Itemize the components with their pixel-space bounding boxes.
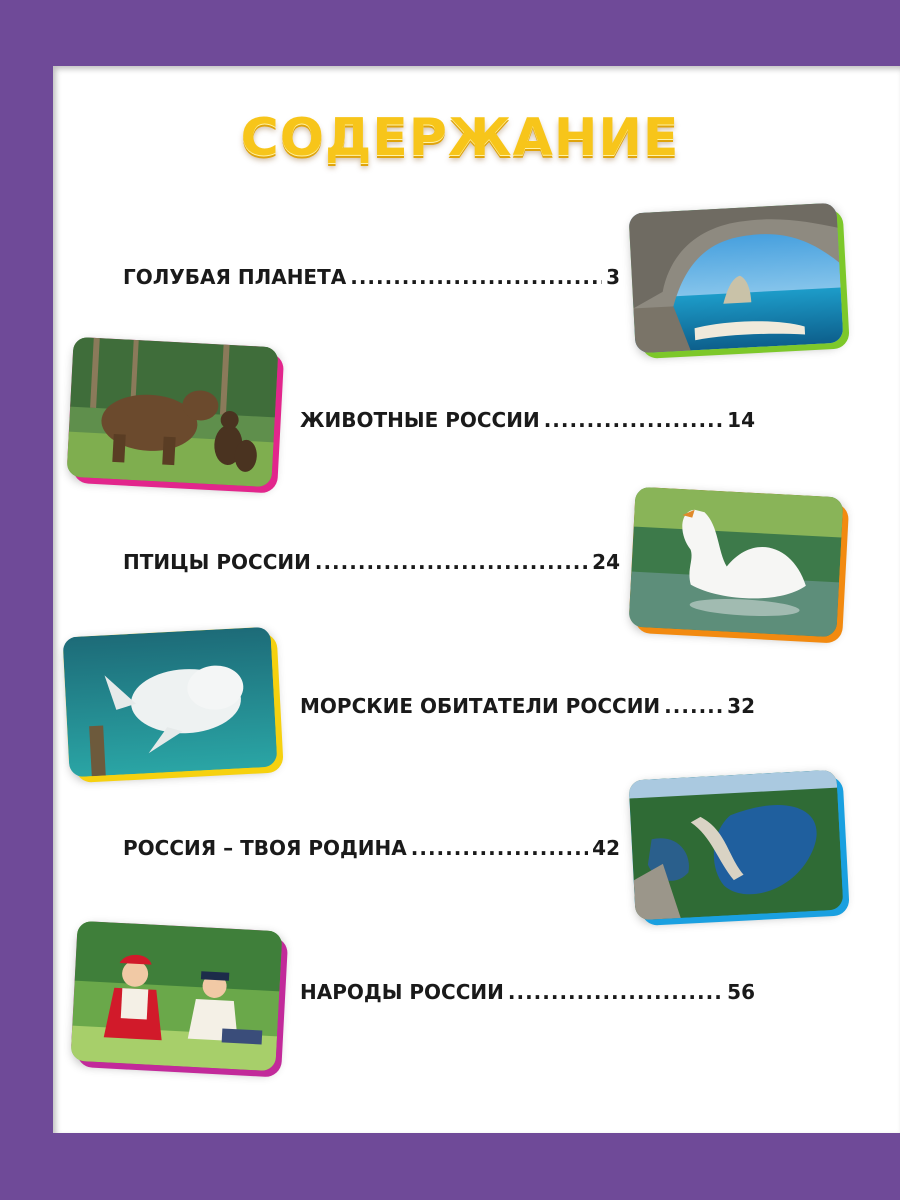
bear-photo bbox=[66, 337, 278, 488]
toc-entry-label: РОССИЯ – ТВОЯ РОДИНА bbox=[123, 836, 407, 860]
toc-entry-page: 14 bbox=[727, 408, 755, 432]
toc-leader-dots bbox=[350, 265, 602, 289]
toc-entry-peoples[interactable] bbox=[300, 980, 755, 1010]
children-photo bbox=[70, 921, 282, 1072]
toc-entry-homeland[interactable] bbox=[123, 836, 620, 866]
frame-top bbox=[0, 0, 900, 66]
toc-leader-dots bbox=[544, 408, 723, 432]
toc-leader-dots bbox=[508, 980, 723, 1004]
toc-entry-sea-life[interactable] bbox=[300, 694, 755, 724]
swan-photo bbox=[628, 487, 843, 638]
page-title: СОДЕРЖАНИЕ bbox=[240, 108, 680, 168]
toc-entry-label: ПТИЦЫ РОССИИ bbox=[123, 550, 311, 574]
toc-entry-blue-planet[interactable] bbox=[123, 265, 620, 295]
frame-left bbox=[0, 0, 53, 1200]
toc-entry-label: НАРОДЫ РОССИИ bbox=[300, 980, 504, 1004]
toc-leader-dots bbox=[315, 550, 588, 574]
toc-entry-page: 3 bbox=[606, 265, 620, 289]
toc-entry-page: 24 bbox=[592, 550, 620, 574]
toc-leader-dots bbox=[411, 836, 588, 860]
beluga-photo bbox=[62, 627, 277, 778]
toc-entry-birds[interactable] bbox=[123, 550, 620, 580]
toc-leader-dots bbox=[664, 694, 723, 718]
frame-bottom bbox=[0, 1133, 900, 1200]
toc-entry-page: 32 bbox=[727, 694, 755, 718]
toc-entry-label: МОРСКИЕ ОБИТАТЕЛИ РОССИИ bbox=[300, 694, 661, 718]
sea-arch-photo bbox=[628, 203, 843, 354]
toc-entry-label: ГОЛУБАЯ ПЛАНЕТА bbox=[123, 265, 347, 289]
river-photo bbox=[628, 770, 843, 921]
toc-entry-page: 56 bbox=[727, 980, 755, 1004]
toc-entry-page: 42 bbox=[592, 836, 620, 860]
toc-entry-label: ЖИВОТНЫЕ РОССИИ bbox=[300, 408, 540, 432]
toc-entry-animals[interactable] bbox=[300, 408, 755, 438]
